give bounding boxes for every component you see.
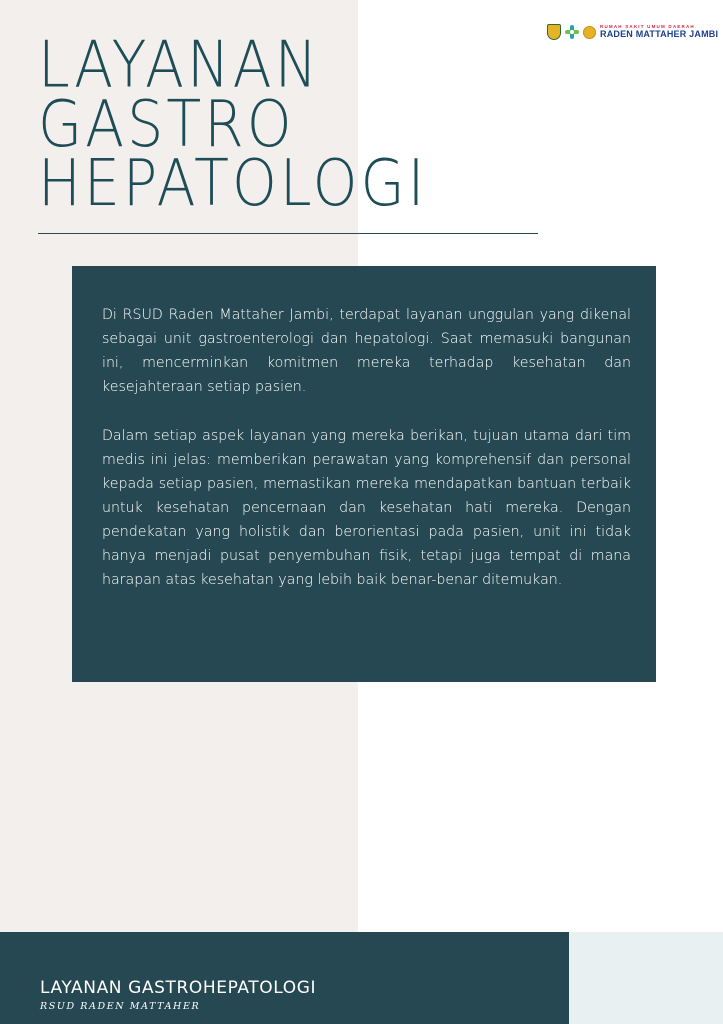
- footer-title: LAYANAN GASTROHEPATOLOGI: [40, 978, 317, 998]
- page-title: [38, 28, 428, 221]
- description-paragraph: Di RSUD Raden Mattaher Jambi, terdapat layanan unggulan yang dikenal sebagai unit gastroenterologi dan hepatologi. Saat memasuki bangunan ini, mencerminkan komitmen mereka terhadap kesehatan dan kesejahteraan setiap pasien.: [102, 307, 631, 395]
- health-cross-icon: [564, 24, 580, 40]
- logo-text: [600, 25, 718, 40]
- footer-bar: [0, 932, 569, 1024]
- description-paragraph: Dalam setiap aspek layanan yang mereka berikan, tujuan utama dari tim medis ini jelas: memberikan perawatan yang komprehensif dan personal kepada setiap pasien, memastikan mereka mendapatkan bantuan terbaik untuk kesehatan pencernaan dan kesehatan hati mereka. Dengan pendekatan yang holistik dan berorientasi pada pasien, unit ini tidak hanya menjadi pusat penyembuhan fisik, tetapi juga tempat di mana harapan atas kesehatan yang lebih baik benar-benar ditemukan.: [102, 428, 631, 588]
- province-crest-icon: [547, 24, 561, 40]
- title-line: GASTRO: [38, 87, 295, 162]
- hospital-emblem-icon: [583, 26, 596, 39]
- title-line: HEPATOLOGI: [38, 146, 428, 221]
- logo-subtitle: RUMAH SAKIT UMUM DAERAH: [600, 23, 695, 29]
- title-divider: [38, 233, 538, 234]
- description-card: [72, 266, 656, 682]
- logo-name: RADEN MATTAHER JAMBI: [600, 29, 719, 40]
- footer-accent-block: [569, 932, 723, 1024]
- footer-subtitle: RSUD RADEN MATTAHER: [40, 1001, 201, 1012]
- title-line: LAYANAN: [38, 28, 321, 103]
- hospital-logo: [547, 22, 718, 42]
